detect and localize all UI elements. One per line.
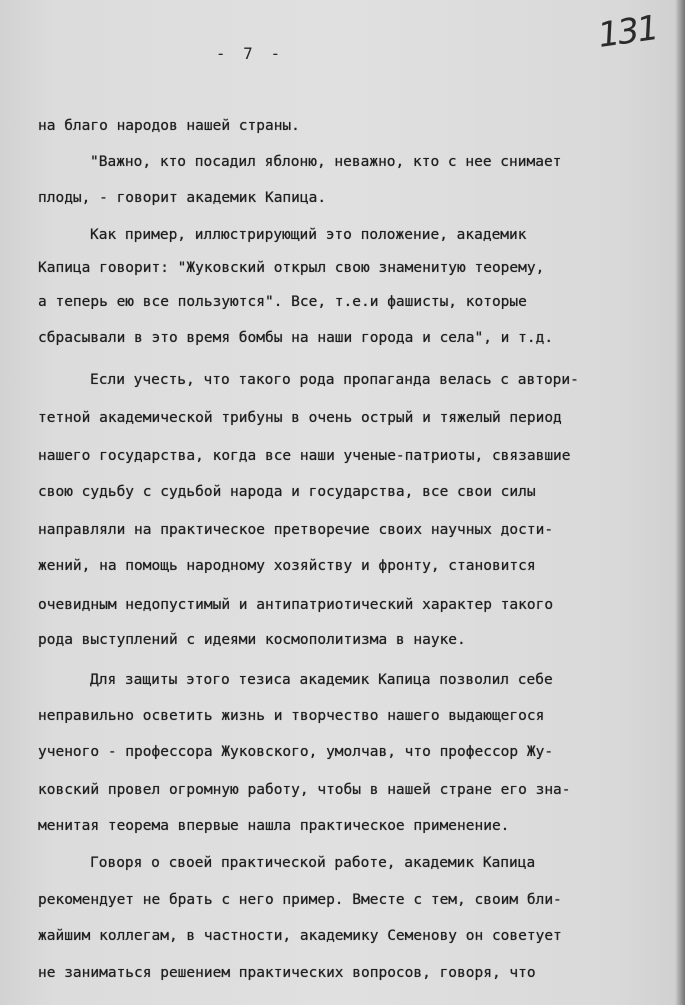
text-line: очевидным недопустимый и антипатриотический характер такого [38,597,554,613]
text-line: не заниматься решением практических вопросов, говоря, что [38,965,536,981]
text-line: "Важно, кто посадил яблоню, неважно, кто с нее снимает [90,154,562,170]
text-line: свою судьбу с судьбой народа и государства, все свои силы [38,484,536,500]
text-line: тетной академической трибуны в очень острый и тяжелый период [38,410,562,426]
text-line: жайшим коллегам, в частности, академику Семенову он советует [38,928,562,944]
text-line: Если учесть, что такого рода пропаганда велась с автори- [90,372,579,388]
text-line: Капица говорит: "Жуковский открыл свою знаменитую теорему, [38,260,545,276]
text-line: рекомендует не брать с него пример. Вместе с тем, своим бли- [38,892,562,908]
text-line: Говоря о своей практической работе, академик Капица [90,855,536,871]
text-line: рода выступлений с идеями космополитизма в науке. [38,632,466,648]
page-number: - 7 - [215,44,285,63]
archive-number: 131 [595,8,660,56]
text-line: направляли на практическое претворечие своих научных дости- [38,522,554,538]
text-line: сбрасывали в это время бомбы на наши города и села", и т.д. [38,330,554,346]
text-line: нашего государства, когда все наши ученые-патриоты, связавшие [38,448,571,464]
text-line: Для защиты этого тезиса академик Капица позволил себе [90,672,553,688]
text-line: ковский провел огромную работу, чтобы в нашей стране его зна- [38,782,571,798]
text-line: плоды, - говорит академик Капица. [38,190,327,206]
text-line: Как пример, иллюстрирующий это положение, академик [90,227,527,243]
text-line: а теперь ею все пользуются". Все, т.е.и фашисты, которые [38,294,527,310]
text-line: неправильно осветить жизнь и творчество нашего выдающегося [38,708,545,724]
text-line: жений, на помощь народному хозяйству и фронту, становится [38,558,536,574]
text-line: менитая теорема впервые нашла практическое применение. [38,818,510,834]
text-line: ученого - профессора Жуковского, умолчав, что профессор Жу- [38,744,554,760]
page-edge-shadow [675,0,685,1005]
text-line: на благо народов нашей страны. [38,118,300,134]
